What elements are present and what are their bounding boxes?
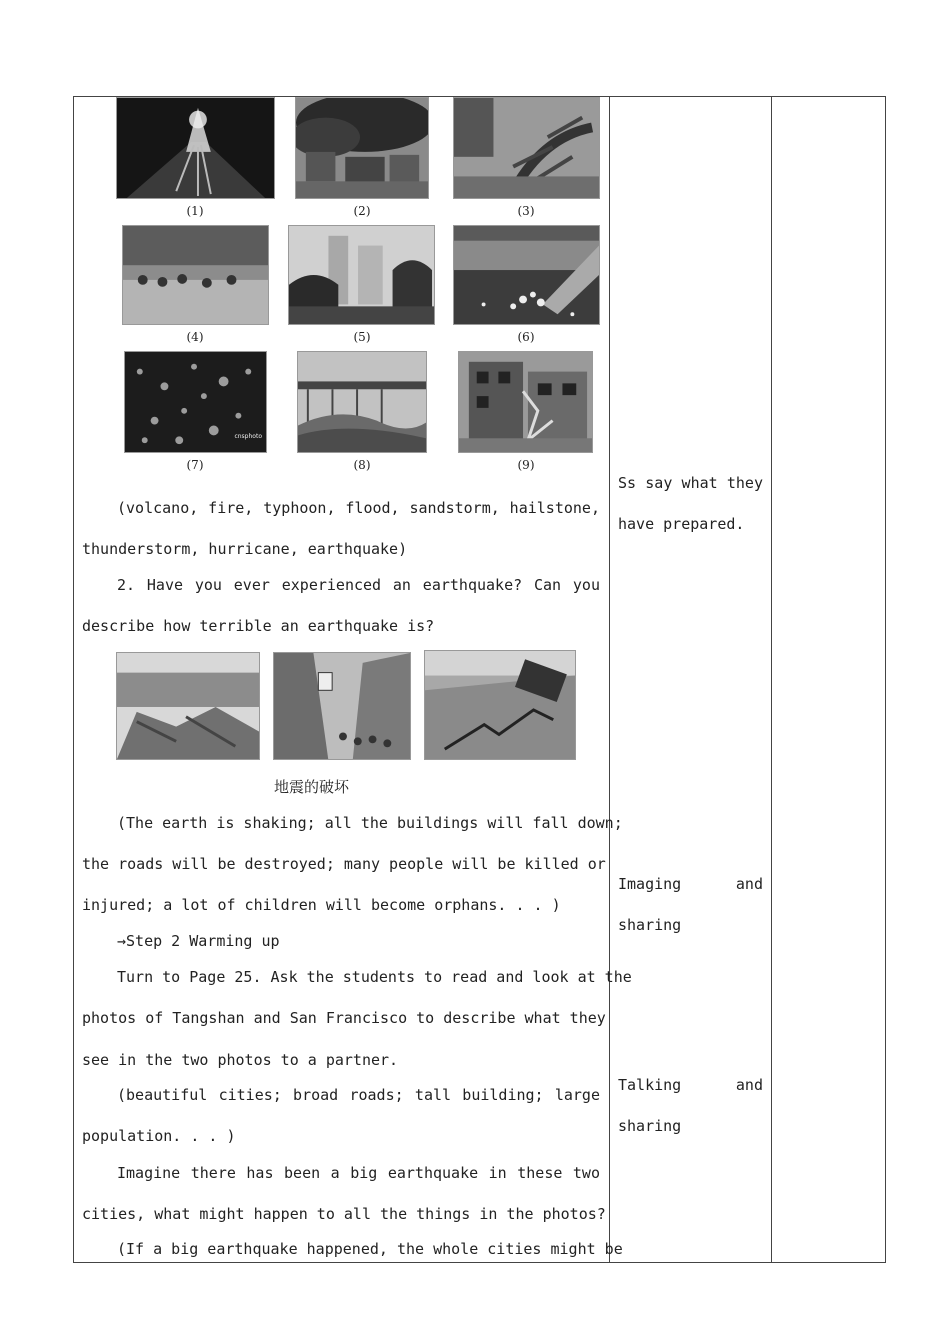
column-divider (609, 97, 610, 1262)
activity-text: sharing (618, 1117, 682, 1135)
photo-hailstone (453, 225, 600, 325)
activity-text: sharing (618, 916, 682, 934)
photo-typhoon (453, 97, 600, 199)
photo-damaged-street (273, 652, 411, 760)
photo-thunderstorm (124, 351, 267, 453)
step-heading: →Step 2 Warming up (117, 932, 280, 950)
column-divider (771, 97, 772, 1262)
text-line: Imagine there has been a big earthquake in these two (117, 1164, 600, 1182)
photo-watermark: cnsphoto (234, 433, 262, 440)
text-line: photos of Tangshan and San Francisco to describe what they (82, 1009, 606, 1027)
text-line: see in the two photos to a partner. (82, 1051, 399, 1069)
photo-caption: (5) (353, 330, 371, 344)
photo-caption: (4) (186, 330, 204, 344)
photo-caption: (8) (353, 458, 371, 472)
text-line: population. . . ) (82, 1127, 236, 1145)
photo-cracked-road (424, 650, 576, 760)
text-line: 2. Have you ever experienced an earthquake? Can you (117, 576, 600, 594)
activity-text: Imaging and (618, 875, 763, 893)
photo-sandstorm (288, 225, 435, 325)
text-line: (volcano, fire, typhoon, flood, sandstorm, hailstone, (117, 499, 600, 517)
text-line: cities, what might happen to all the things in the photos? (82, 1205, 606, 1223)
text-line: (The earth is shaking; all the buildings will fall down; (117, 814, 623, 832)
activity-text: Ss say what they (618, 474, 763, 492)
photo-volcano (116, 97, 275, 199)
photo-caption: (7) (186, 458, 204, 472)
photo-caption: (2) (353, 204, 371, 218)
text-line: describe how terrible an earthquake is? (82, 617, 435, 635)
photo-caption: (3) (517, 204, 535, 218)
text-line: (If a big earthquake happened, the whole cities might be (117, 1240, 623, 1258)
photo-caption: (9) (517, 458, 535, 472)
photo-collapsed-building (116, 652, 260, 760)
text-line: (beautiful cities; broad roads; tall building; large (117, 1086, 600, 1104)
photo-caption: (1) (186, 204, 204, 218)
photo-fire (295, 97, 429, 199)
text-line: injured; a lot of children will become orphans. . . ) (82, 896, 561, 914)
photo-caption: (6) (517, 330, 535, 344)
activity-text: Talking and (618, 1076, 763, 1094)
activity-text: have prepared. (618, 515, 745, 533)
photo-flood (122, 225, 269, 325)
text-line: thunderstorm, hurricane, earthquake) (82, 540, 408, 558)
text-line: the roads will be destroyed; many people will be killed or (82, 855, 606, 873)
photo-earthquake (458, 351, 593, 453)
photo-hurricane (297, 351, 427, 453)
image-caption-chinese: 地震的破坏 (274, 778, 350, 796)
text-line: Turn to Page 25. Ask the students to read and look at the (117, 968, 632, 986)
